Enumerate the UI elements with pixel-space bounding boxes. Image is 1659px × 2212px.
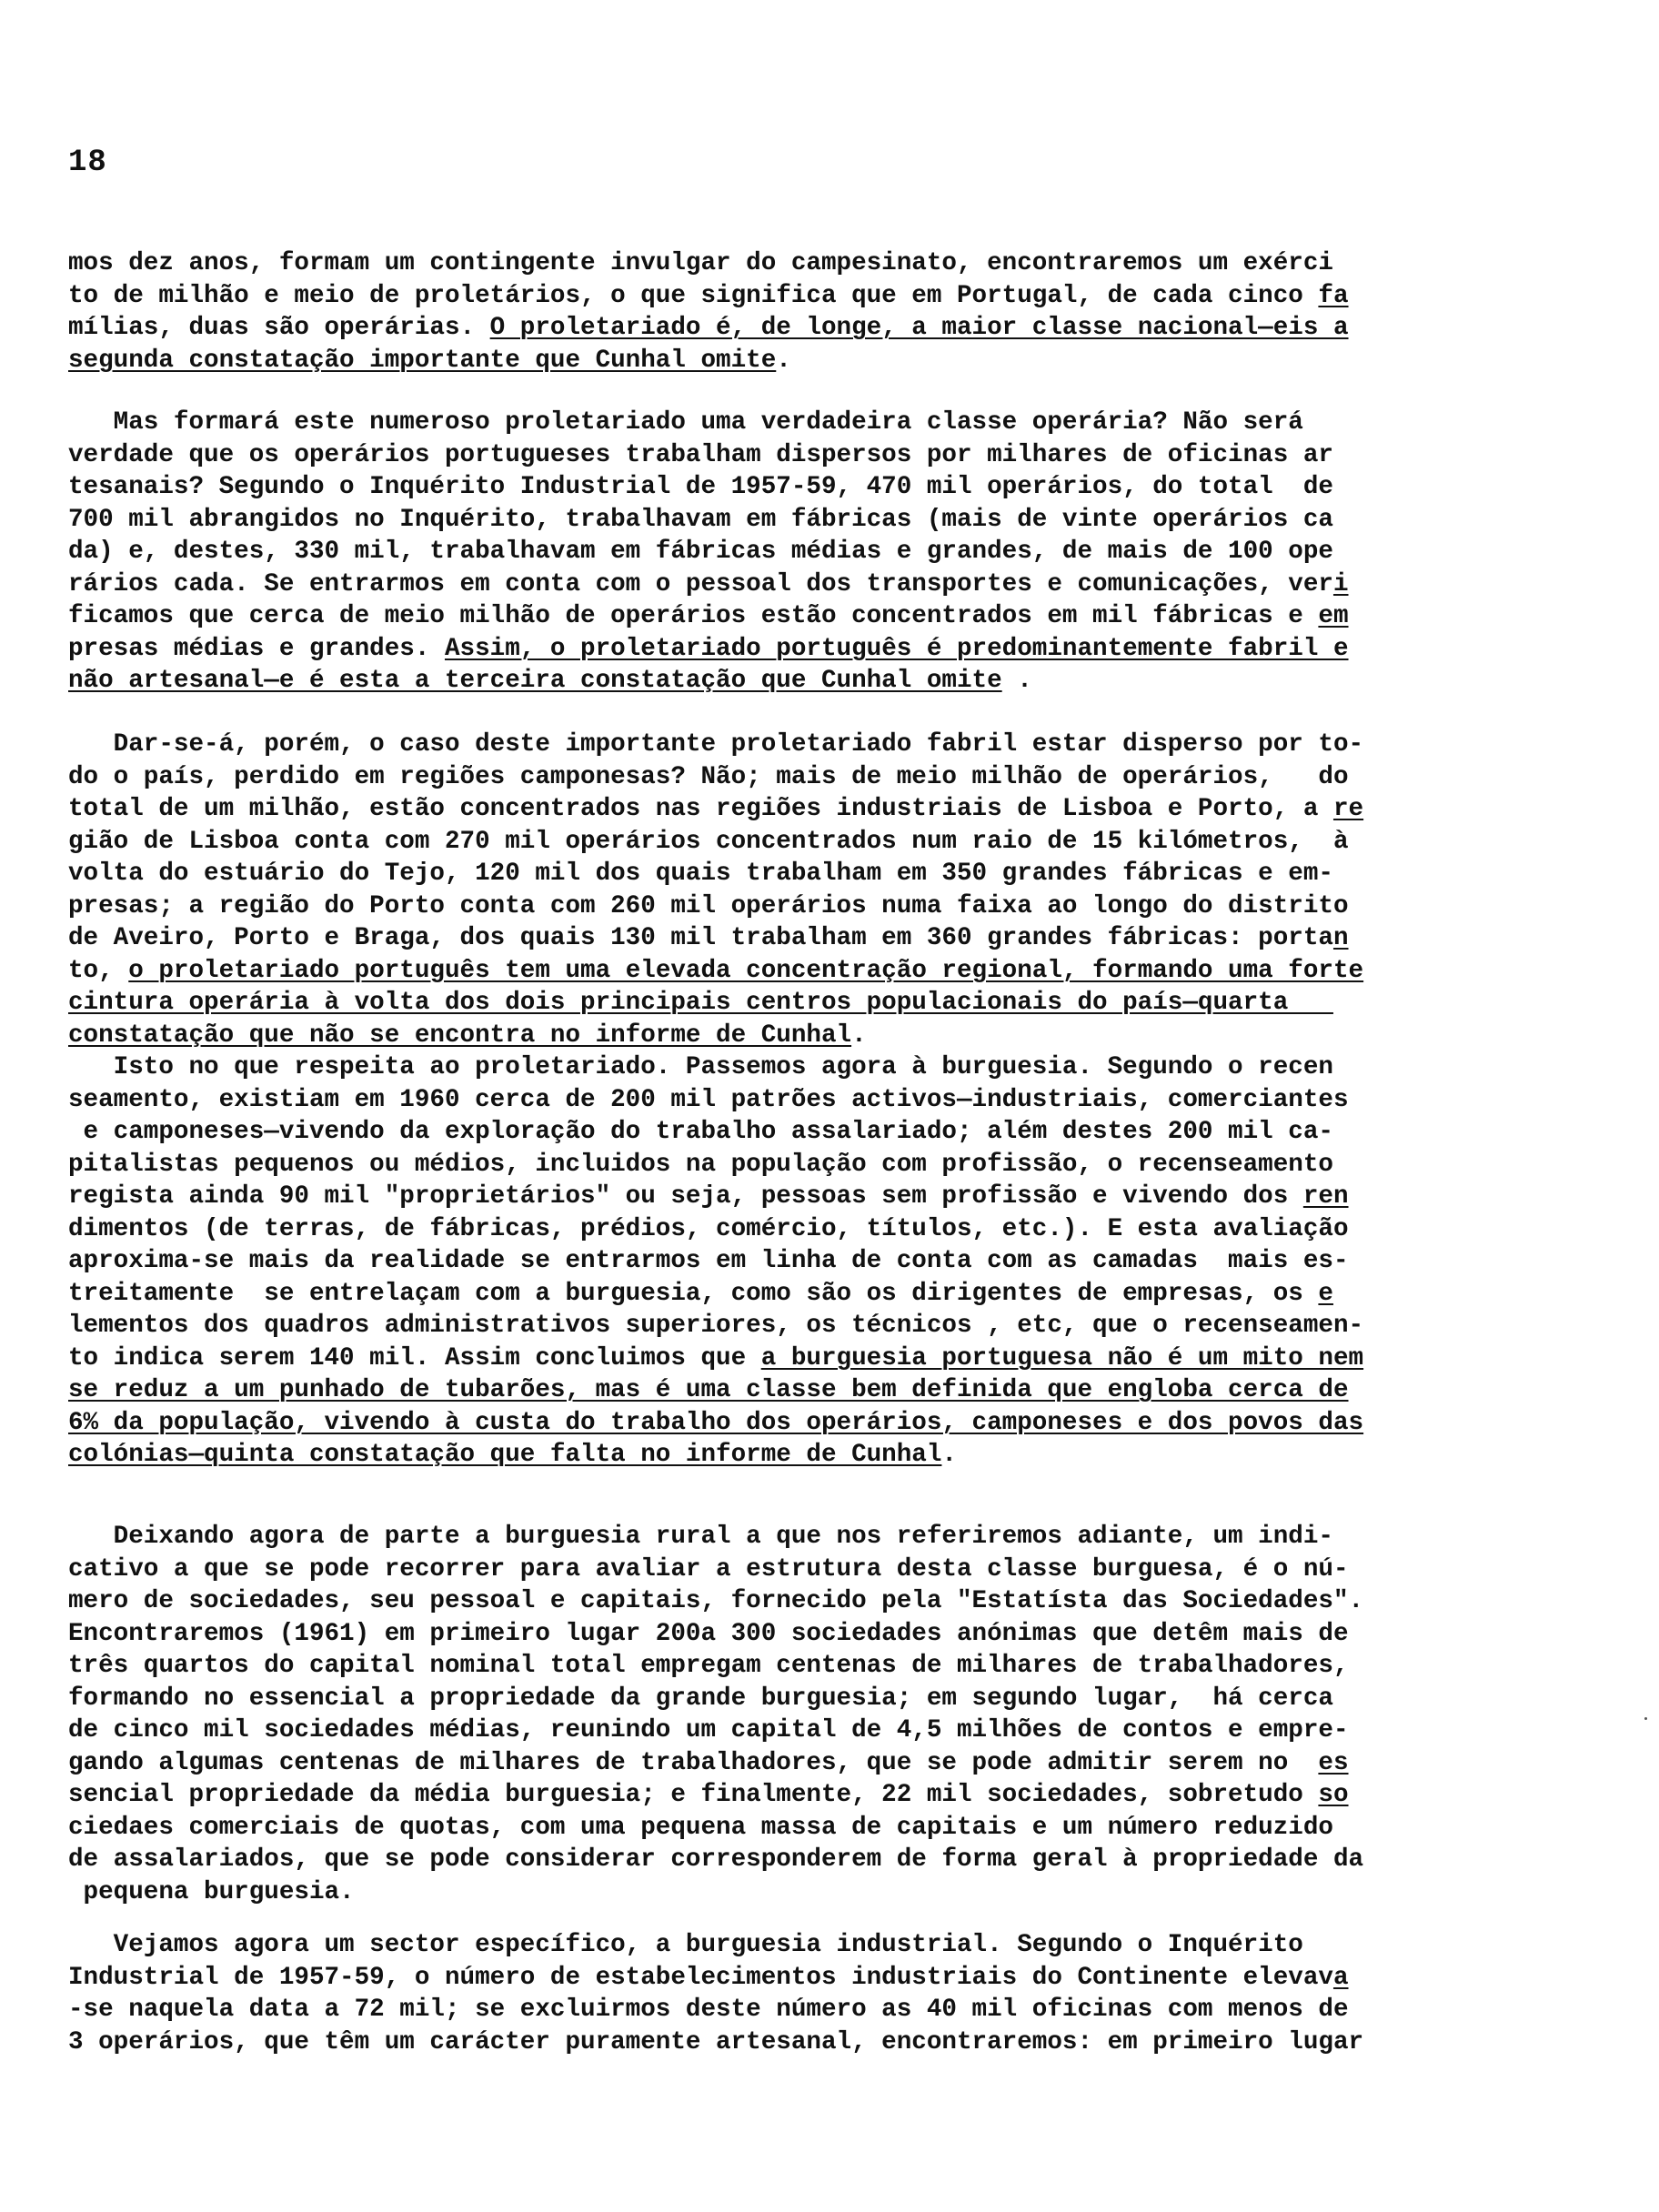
text-line: [68, 633, 1433, 666]
text-line: [68, 665, 1433, 698]
text-line: [68, 1521, 1433, 1553]
text-segment: to,: [68, 956, 129, 985]
text-segment: lementos dos quadros administrativos superiores, os técnicos , etc, que o recenseamen-: [68, 1312, 1364, 1340]
text-line: [68, 1650, 1433, 1683]
text-segment: ciedaes comerciais de quotas, com uma pequena massa de capitais e um número reduzido: [68, 1813, 1333, 1842]
underlined-text: o proletariado português tem uma elevada concentração regional, formando uma forte: [128, 956, 1364, 985]
text-line: [68, 761, 1433, 794]
text-line: [68, 955, 1433, 988]
text-segment: -se naquela data a 72 mil; se excluirmos deste número as 40 mil oficinas com menos de: [68, 1996, 1349, 2024]
text-line: [68, 922, 1433, 955]
text-line: [68, 1116, 1433, 1149]
paragraph-6: [68, 1929, 1433, 2058]
text-line: [68, 1618, 1433, 1651]
underlined-text: fa: [1318, 281, 1349, 310]
text-line: [68, 1181, 1433, 1213]
text-segment: .: [776, 346, 791, 375]
text-line: [68, 247, 1433, 280]
underlined-text: em: [1318, 602, 1349, 630]
text-line: [68, 1962, 1433, 1995]
text-line: [68, 345, 1433, 377]
underlined-text: constatação que não se encontra no informe de Cunhal: [68, 1021, 852, 1050]
text-line: [68, 858, 1433, 890]
underlined-text: 6% da população, vivendo à custa do trabalho dos operários, camponeses e dos povos das: [68, 1408, 1364, 1437]
text-segment: cativo a que se pode recorrer para avaliar a estrutura desta classe burguesa, é o nú-: [68, 1554, 1349, 1584]
text-segment: Vejamos agora um sector específico, a burguesia industrial. Segundo o Inquérito: [68, 1931, 1303, 1959]
text-line: [68, 536, 1433, 568]
text-line: [68, 1245, 1433, 1278]
text-line: [68, 1779, 1433, 1812]
underlined-text: cintura operária à volta dos dois principais centros populacionais do país—quarta: [68, 989, 1333, 1017]
text-line: [68, 1994, 1433, 2026]
text-line: [68, 1553, 1433, 1586]
margin-speck: [1644, 1717, 1647, 1720]
text-segment: do o país, perdido em regiões camponesas? Não; mais de meio milhão de operários, do: [68, 762, 1349, 791]
underlined-text: Assim, o proletariado português é predominantemente fabril e: [444, 634, 1349, 663]
text-line: [68, 1342, 1433, 1375]
text-line: [68, 1278, 1433, 1311]
underlined-text: re: [1332, 795, 1364, 823]
text-segment: da) e, destes, 330 mil, trabalhavam em fábricas médias e grandes, de mais de 100 ope: [68, 538, 1333, 566]
text-segment: de cinco mil sociedades médias, reunindo um capital de 4,5 milhões de contos e empre-: [68, 1716, 1349, 1744]
text-segment: gando algumas centenas de milhares de trabalhadores, que se pode admitir serem no: [68, 1748, 1319, 1777]
text-line: [68, 1812, 1433, 1845]
text-segment: mos dez anos, formam um contingente invulgar do campesinato, encontraremos um exérci: [68, 249, 1333, 277]
paragraph-3: [68, 729, 1433, 1051]
text-segment: Encontraremos (1961) em primeiro lugar 200a 300 sociedades anónimas que detêm mais de: [68, 1619, 1349, 1648]
text-segment: mílias, duas são operárias.: [68, 314, 490, 342]
text-segment: Isto no que respeita ao proletariado. Passemos agora à burguesia. Segundo o recen: [68, 1053, 1333, 1081]
text-line: [68, 1585, 1433, 1618]
text-line: [68, 1714, 1433, 1747]
text-line: [68, 1051, 1433, 1084]
text-segment: seamento, existiam em 1960 cerca de 200 mil patrões activos—industriais, comerciantes: [68, 1085, 1349, 1114]
text-segment: .: [941, 1441, 957, 1469]
text-segment: 700 mil abrangidos no Inquérito, trabalhavam em fábricas (mais de vinte operários ca: [68, 505, 1333, 534]
text-segment: Industrial de 1957-59, o número de estabelecimentos industriais do Continente elevav: [68, 1963, 1333, 1992]
underlined-text: se reduz a um punhado de tubarões, mas é uma classe bem definida que engloba cerca de: [68, 1376, 1349, 1404]
text-segment: mero de sociedades, seu pessoal e capitais, fornecido pela "Estatísta das Sociedades".: [68, 1587, 1364, 1615]
text-segment: volta do estuário do Tejo, 120 mil dos quais trabalham em 350 grandes fábricas e em-: [68, 860, 1333, 888]
text-segment: regista ainda 90 mil "proprietários" ou seja, pessoas sem profissão e vivendo dos: [68, 1182, 1303, 1211]
text-segment: tesanais? Segundo o Inquérito Industrial de 1957-59, 470 mil operários, do total de: [68, 473, 1333, 501]
text-segment: de Aveiro, Porto e Braga, dos quais 130 mil trabalham em 360 grandes fábricas: porta: [68, 924, 1333, 952]
underlined-text: a burguesia portuguesa não é um mito nem: [760, 1343, 1364, 1372]
underlined-text: es: [1318, 1748, 1349, 1777]
text-segment: formando no essencial a propriedade da grande burguesia; em segundo lugar, há cerca: [68, 1684, 1333, 1713]
text-line: [68, 1929, 1433, 1962]
text-line: [68, 1876, 1433, 1909]
text-line: [68, 280, 1433, 313]
text-line: [68, 1374, 1433, 1407]
underlined-text: n: [1332, 924, 1349, 952]
text-segment: Mas formará este numeroso proletariado uma verdadeira classe operária? Não será: [68, 408, 1303, 437]
page-number: 18: [68, 146, 107, 180]
text-segment: verdade que os operários portugueses trabalham dispersos por milhares de oficinas ar: [68, 440, 1333, 469]
text-segment: presas médias e grandes.: [68, 634, 445, 663]
text-segment: presas; a região do Porto conta com 260 mil operários numa faixa ao longo do distrito: [68, 891, 1349, 920]
underlined-text: O proletariado é, de longe, a maior classe nacional—eis a: [489, 314, 1349, 342]
text-line: [68, 793, 1433, 826]
text-segment: total de um milhão, estão concentrados nas regiões industriais de Lisboa e Porto, a: [68, 795, 1333, 823]
text-line: [68, 2026, 1433, 2059]
text-line: [68, 826, 1433, 859]
text-segment: rários cada. Se entrarmos em conta com o pessoal dos transportes e comunicações, ver: [68, 569, 1333, 598]
paragraph-4: [68, 1051, 1433, 1472]
underlined-text: a: [1332, 1963, 1349, 1992]
text-line: [68, 1683, 1433, 1715]
text-line: [68, 1747, 1433, 1780]
underlined-text: segunda constatação importante que Cunhal omite: [68, 346, 777, 375]
text-line: [68, 439, 1433, 472]
text-segment: aproxima-se mais da realidade se entrarmos em linha de conta com as camadas mais es-: [68, 1247, 1349, 1275]
text-line: [68, 1149, 1433, 1181]
underlined-text: colónias—quinta constatação que falta no informe de Cunhal: [68, 1441, 942, 1469]
text-segment: dimentos (de terras, de fábricas, prédios, comércio, títulos, etc.). E esta avaliação: [68, 1214, 1349, 1243]
text-segment: 3 operários, que têm um carácter puramente artesanal, encontraremos: em primeiro lugar: [68, 2027, 1364, 2056]
text-segment: pequena burguesia.: [68, 1877, 355, 1906]
paragraph-1: [68, 247, 1433, 377]
text-line: [68, 407, 1433, 439]
text-segment: ficamos que cerca de meio milhão de operários estão concentrados em mil fábricas e: [68, 602, 1319, 630]
underlined-text: so: [1318, 1781, 1349, 1809]
underlined-text: ren: [1302, 1182, 1349, 1211]
text-segment: três quartos do capital nominal total empregam centenas de milhares de trabalhadores,: [68, 1652, 1349, 1680]
text-line: [68, 1310, 1433, 1342]
text-line: [68, 1407, 1433, 1440]
text-line: [68, 312, 1433, 345]
text-segment: Dar-se-á, porém, o caso deste importante proletariado fabril estar disperso por to-: [68, 730, 1364, 759]
text-line: [68, 729, 1433, 761]
text-segment: pitalistas pequenos ou médios, incluidos na população com profissão, o recenseamento: [68, 1150, 1333, 1179]
text-line: [68, 568, 1433, 601]
text-segment: sencial propriedade da média burguesia; e finalmente, 22 mil sociedades, sobretudo: [68, 1781, 1319, 1809]
text-segment: to de milhão e meio de proletários, o que significa que em Portugal, de cada cinco: [68, 281, 1319, 310]
text-segment: .: [851, 1021, 867, 1050]
paragraph-2: [68, 407, 1433, 698]
text-line: [68, 471, 1433, 504]
underlined-text: i: [1332, 569, 1349, 598]
text-line: [68, 1084, 1433, 1117]
text-segment: gião de Lisboa conta com 270 mil operários concentrados num raio de 15 kilómetros, à: [68, 827, 1349, 856]
text-line: [68, 1439, 1433, 1472]
text-segment: de assalariados, que se pode considerar corresponderem de forma geral à propriedade da: [68, 1845, 1364, 1874]
underlined-text: e: [1318, 1279, 1333, 1308]
underlined-text: não artesanal—e é esta a terceira constatação que Cunhal omite: [68, 667, 1002, 695]
text-line: [68, 600, 1433, 633]
text-segment: Deixando agora de parte a burguesia rural a que nos referiremos adiante, um indi-: [68, 1523, 1333, 1551]
text-segment: treitamente se entrelaçam com a burguesia, como são os dirigentes de empresas, os: [68, 1279, 1319, 1308]
text-line: [68, 1020, 1433, 1052]
text-segment: .: [1001, 667, 1032, 695]
text-line: [68, 1844, 1433, 1876]
text-line: [68, 1213, 1433, 1246]
text-line: [68, 987, 1433, 1020]
text-segment: e camponeses—vivendo da exploração do trabalho assalariado; além destes 200 mil ca-: [68, 1118, 1333, 1146]
paragraph-5: [68, 1521, 1433, 1908]
text-line: [68, 504, 1433, 537]
text-segment: to indica serem 140 mil. Assim concluimos que: [68, 1343, 761, 1372]
text-line: [68, 890, 1433, 923]
